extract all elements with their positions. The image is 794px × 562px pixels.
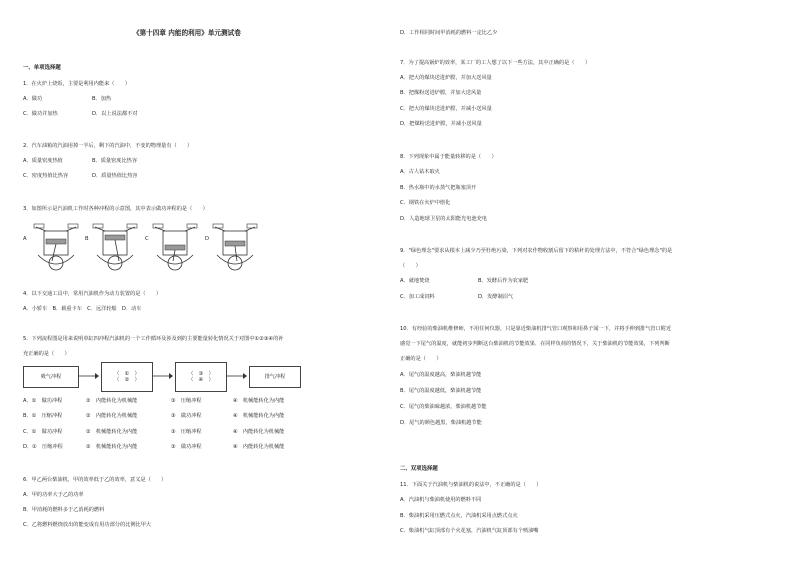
question-5-row-a-col2: ② 内能转化为机械能 <box>86 398 138 404</box>
question-7-option-a: A．把大的煤块送进炉膛，并加大送风量 <box>400 75 492 81</box>
flow-box-stage-2 <box>101 362 153 392</box>
question-7-option-b: B．把煤粉送进炉膛，并加大送风量 <box>400 90 482 96</box>
engine-label-a: A <box>23 236 27 242</box>
engine-diagram-d <box>211 221 259 273</box>
question-9-stem: 9．"绿色理念"要求从根本上减少乃至杜绝污染，下列对农作物收割后留下的秸秆的处理方法中，不符合"绿色理念"的是 <box>400 248 673 254</box>
question-5-row-b-col1: B．① 压缩冲程 <box>23 413 63 419</box>
question-10-stem-line3: 正确的是（ ） <box>400 356 442 362</box>
question-5-row-b-col2: ② 内能转化为机械能 <box>86 413 138 419</box>
question-8-stem: 8．下列现象中属于能量转移的是（ ） <box>400 154 497 160</box>
question-5-row-b-col4: ④ 机械能转化为内能 <box>233 413 285 419</box>
engine-label-c: C <box>145 236 149 242</box>
question-9-option-d: D．发酵制沼气 <box>478 294 514 300</box>
question-6-option-c: C．乙将燃料燃烧放出的能变成有用功部分的比例比甲大 <box>23 522 152 528</box>
page-title: 《第十四章 内能的利用》单元测试卷 <box>133 29 241 37</box>
flow-box-stage-2-bottom: （ ② ） <box>114 377 140 383</box>
engine-label-b: B <box>85 236 89 242</box>
question-8-option-a: A．古人钻木取火 <box>400 169 440 175</box>
question-11-stem: 11．下面关于汽油机与柴油机的说法中，不正确的是（ ） <box>400 482 542 488</box>
question-10-stem-line1: 10．有经验的柴油机维修师，不用任何仪器，只是靠近柴油机排气管口观察和用鼻子闻一下，并将手伸到排气管口附近 <box>400 326 672 332</box>
question-9-option-a: A．就地焚烧 <box>400 278 430 284</box>
question-10-option-d: D．尾气的颜色越黑，柴油机越节能 <box>400 420 482 426</box>
question-9-option-c: C．加工成饲料 <box>400 294 435 300</box>
question-3-stem: 3．如图所示是汽油机工作时各种冲程的示意图，其中表示做功冲程的是（ ） <box>23 206 208 212</box>
flow-box-intake <box>23 366 79 388</box>
flow-arrow-3 <box>227 372 247 380</box>
engine-diagram-c <box>151 221 199 273</box>
question-5-row-d-col2: ② 机械能转化为内能 <box>86 444 138 450</box>
question-9-option-b: B．发酵后作为农家肥 <box>478 278 529 284</box>
question-6-stem: 6．甲乙两台柴油机，甲的效率低于乙的效率，意义是（ ） <box>23 477 167 483</box>
engine-label-d: D <box>205 236 209 242</box>
question-1-option-b: B．加热 <box>92 96 112 102</box>
flow-box-stage-3-top: （ ③ ） <box>188 370 214 377</box>
flow-box-stage-3-bottom: （ ④ ） <box>188 377 214 383</box>
flow-box-stage-3 <box>175 362 227 392</box>
question-5-stem-line2: 充正确的是（ ） <box>23 351 70 357</box>
flow-box-exhaust-label: 排气冲程 <box>264 373 286 380</box>
flow-box-stage-2-top: （ ① ） <box>114 370 140 377</box>
question-1-option-d: D．以上说法都不对 <box>92 111 138 117</box>
question-4-options: A．小轿车 B．载重卡车 C．远洋轮船 D．动车 <box>23 306 142 312</box>
engine-diagram-b <box>91 221 139 273</box>
engine-diagram-a <box>32 221 80 273</box>
question-2-stem: 2．汽车油箱的汽油用掉一半后，剩下的汽油中，不变的物理量有（ ） <box>23 143 193 149</box>
question-11-option-b: B．柴油机采用压燃式点火，汽油机采用点燃式点火 <box>400 513 518 519</box>
question-8-option-c: C．钢铁在火炉中熔化 <box>400 200 451 206</box>
question-9-paren: （ ） <box>400 263 421 269</box>
question-4-stem: 4．以下交通工具中，常用汽油机作为动力装置的是（ ） <box>23 291 162 297</box>
flow-arrow-2 <box>153 372 173 380</box>
question-5-row-d-col3: ③ 做功冲程 <box>171 444 202 450</box>
question-7-stem: 7．为了提高锅炉的效率，某工厂的工人想了以下一些方法，其中正确的是（ ） <box>400 60 591 66</box>
question-5-row-d-col1: D．① 压缩冲程 <box>23 444 63 450</box>
question-7-option-c: C．把大的煤块送进炉膛，并减小送风量 <box>400 106 492 112</box>
question-5-stem-line1: 5．下列流程图是用来说明单缸四冲程汽油机的一个工作循环及涉及到的主要能量转化情况关于对图中①②③④的补 <box>23 336 284 342</box>
question-10-stem-line2: 感觉一下尾气的温度，就能初步判断这台柴油机的节能效果．在同样负荷的情况下，关于柴油机的节能效果，下列判断 <box>400 341 670 347</box>
flow-box-intake-label: 吸气冲程 <box>40 373 62 380</box>
question-5-row-a-col1: A．① 做功冲程 <box>23 398 63 404</box>
question-10-option-c: C．尾气的柴油味越浓，柴油机越节能 <box>400 404 487 410</box>
question-11-option-a: A．汽油机与柴油机使用的燃料不同 <box>400 497 482 503</box>
question-5-row-a-col3: ③ 压缩冲程 <box>171 398 202 404</box>
question-8-option-d: D．人造地球卫星的太阳能光电池充电 <box>400 216 487 222</box>
question-5-row-c-col4: ④ 内能转化为机械能 <box>233 429 285 435</box>
flow-box-exhaust <box>249 366 301 388</box>
question-10-option-b: B．尾气的温度越低，柴油机越节能 <box>400 388 482 394</box>
question-6-option-a: A．甲的功率大于乙的功率 <box>23 492 84 498</box>
question-11-option-c: C．柴油机气缸顶部有个火花塞，汽油机气缸顶部有个喷油嘴 <box>400 528 539 534</box>
section-heading-single: 一、单项选择题 <box>23 65 61 71</box>
question-5-row-c-col1: C．① 做功冲程 <box>23 429 63 435</box>
question-5-row-b-col3: ③ 做功冲程 <box>171 413 202 419</box>
question-6-option-d: D．工作相同时间甲消耗的燃料一定比乙少 <box>400 30 498 36</box>
question-1-option-c: C．做功并加热 <box>23 111 58 117</box>
flow-arrow-1 <box>79 372 99 380</box>
question-2-option-a: A．质量密度热值 <box>23 158 63 164</box>
question-2-option-d: D．质量热值比热容 <box>92 173 138 179</box>
question-5-row-c-col3: ③ 压缩冲程 <box>171 429 202 435</box>
question-6-option-b: B．甲消耗的燃料多于乙消耗的燃料 <box>23 507 105 513</box>
question-1-option-a: A．做功 <box>23 96 43 102</box>
question-2-option-b: B．质量密度比热容 <box>92 158 138 164</box>
question-10-option-a: A．尾气的温度越高，柴油机越节能 <box>400 372 482 378</box>
section-heading-double: 二、双项选择题 <box>400 466 438 472</box>
question-8-option-b: B．热水瓶中的水蒸气把瓶塞顶开 <box>400 185 477 191</box>
question-5-row-d-col4: ④ 内能转化为机械能 <box>233 444 285 450</box>
question-5-row-c-col2: ② 机械能转化为内能 <box>86 429 138 435</box>
question-1-stem: 1．在火炉上烧饭，主要是利用内能来（ ） <box>23 81 131 87</box>
question-5-row-a-col4: ④ 机械能转化为内能 <box>233 398 285 404</box>
question-2-option-c: C．密度热值比热容 <box>23 173 69 179</box>
question-7-option-d: D．把煤粉送进炉膛，并减小送风量 <box>400 121 482 127</box>
